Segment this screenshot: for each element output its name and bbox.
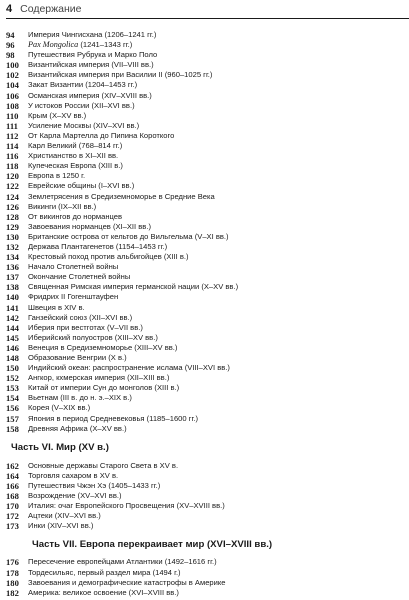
toc-entry[interactable] [6, 252, 404, 262]
toc-entry[interactable] [6, 91, 404, 101]
toc-page-number: 178 [6, 567, 19, 578]
toc-page-number: 176 [6, 557, 19, 568]
toc-entry[interactable] [6, 424, 404, 434]
toc-entry-title: Ацтеки (XIV–XVI вв.) [28, 511, 101, 521]
toc-entry-title: Иберия при вестготах (V–VII вв.) [28, 322, 143, 332]
toc-entry[interactable] [6, 121, 404, 131]
toc-page-number: 134 [6, 252, 19, 263]
toc-page-number: 114 [6, 141, 19, 152]
toc-entry[interactable] [6, 202, 404, 212]
toc-entry-title: Япония в период Средневековья (1185–1600 гг.) [28, 413, 198, 423]
toc-entry-title: Путешествия Чжэн Хэ (1405–1433 гг.) [28, 480, 161, 490]
toc-entry[interactable] [6, 353, 404, 363]
toc-entry[interactable] [6, 292, 404, 302]
toc-entry[interactable] [6, 232, 404, 242]
toc-entry[interactable] [6, 393, 404, 403]
toc-entry-title: Корея (V–XIX вв.) [28, 403, 91, 413]
toc-entry[interactable] [6, 578, 404, 588]
toc-entry-title: Возрождение (XV–XVI вв.) [28, 491, 122, 501]
toc-entry[interactable] [6, 323, 404, 333]
toc-page-number: 158 [6, 423, 19, 434]
part-heading: Часть VII. Европа перекраивает мир (XVI–XVIII вв.) [32, 539, 273, 551]
toc-entry-title: Усиление Москвы (XIV–XVI вв.) [28, 120, 140, 130]
toc-page-number: 141 [6, 302, 19, 313]
toc-entry-title: Образование Венгрии (X в.) [28, 353, 127, 362]
table-of-contents [6, 30, 404, 598]
page-header [6, 0, 82, 18]
toc-page-number: 140 [6, 292, 19, 303]
toc-entry-title: Крым (X–XV вв.) [28, 110, 87, 120]
toc-page-number: 110 [6, 110, 19, 121]
toc-page-number: 112 [6, 130, 19, 141]
toc-page-number: 132 [6, 241, 19, 252]
toc-entry-title: Ангкор, кхмерская империя (XII–XIII вв.) [28, 373, 170, 383]
toc-entry[interactable] [6, 30, 404, 40]
toc-entry-title: Еврейские общины (I–XVI вв.) [28, 181, 135, 191]
toc-entry[interactable] [6, 363, 404, 373]
toc-page-number: 152 [6, 373, 19, 384]
toc-entry[interactable] [6, 171, 404, 181]
toc-entry-title: Британские острова от кельтов до Вильгельма (V–XI вв.) [28, 231, 229, 241]
toc-entry-title: Италия: очаг Европейского Просвещения (XV–XVIII вв.) [28, 501, 225, 511]
toc-page-number: 96 [6, 40, 15, 51]
toc-entry-title: Китай от империи Сун до монголов (XIII в.) [28, 383, 180, 393]
toc-entry[interactable] [6, 471, 404, 481]
toc-entry[interactable] [6, 521, 404, 531]
toc-entry-title: Карл Великий (768–814 гг.) [28, 141, 123, 151]
toc-entry[interactable] [6, 262, 404, 272]
toc-entry-title: Пересечение европейцами Атлантики (1492–1616 гг.) [28, 557, 217, 567]
toc-entry[interactable] [6, 60, 404, 70]
toc-entry-title [28, 40, 132, 50]
toc-entry-title: Индийский океан: распространение ислама (VIII–XVI вв.) [28, 363, 230, 373]
toc-page-number: 170 [6, 501, 19, 512]
toc-entry[interactable] [6, 141, 404, 151]
toc-entry[interactable] [6, 192, 404, 202]
toc-page-number: 145 [6, 332, 19, 343]
toc-page-number: 120 [6, 171, 19, 182]
toc-page-number: 118 [6, 161, 19, 172]
toc-entry[interactable] [6, 557, 404, 567]
toc-page-number: 102 [6, 70, 19, 81]
toc-page-number: 144 [6, 322, 19, 333]
toc-page-number: 100 [6, 60, 19, 71]
toc-page-number: 164 [6, 470, 19, 481]
toc-entry-title: Держава Плантагенетов (1154–1453 гг.) [28, 241, 168, 251]
toc-entry-title: Инки (XIV–XVI вв.) [28, 521, 94, 531]
running-title: Содержание [20, 3, 82, 15]
toc-entry-title: Тордесильяс, первый раздел мира (1494 г.) [28, 567, 181, 577]
toc-page-number: 142 [6, 312, 19, 323]
toc-page-number: 173 [6, 521, 19, 532]
toc-entry[interactable] [6, 272, 404, 282]
toc-entry[interactable] [6, 414, 404, 424]
toc-entry[interactable] [6, 151, 404, 161]
toc-section-part-7 [6, 557, 404, 597]
toc-page-number: 154 [6, 393, 19, 404]
toc-page-number: 182 [6, 587, 19, 598]
toc-entry-title: Фридрих II Гогенштауфен [28, 292, 119, 302]
toc-entry[interactable] [6, 511, 404, 521]
toc-entry-title: Окончание Столетней войны [28, 272, 131, 282]
toc-section-part-6 [6, 461, 404, 532]
toc-entry-title: Христианство в XI–XII вв. [28, 151, 119, 161]
toc-entry[interactable] [6, 373, 404, 383]
toc-entry-title-rest: (1241–1343 гг.) [78, 40, 133, 50]
toc-page-number: 124 [6, 191, 19, 202]
toc-entry[interactable] [6, 343, 404, 353]
toc-entry-title: Византийская империя (VII–VIII вв.) [28, 60, 154, 70]
toc-entry-title: Путешествия Рубрука и Марко Поло [28, 50, 158, 60]
toc-entry[interactable] [6, 303, 404, 313]
toc-entry-title-italic: Pax Mongolica [28, 40, 79, 50]
toc-entry[interactable] [6, 568, 404, 578]
toc-page-number: 126 [6, 201, 19, 212]
toc-page-number: 111 [6, 120, 18, 131]
toc-entry[interactable] [6, 181, 404, 191]
part-heading: Часть VI. Мир (XV в.) [11, 441, 109, 453]
toc-entry-title: Торговля сахаром в XV в. [28, 470, 119, 480]
toc-page-number: 172 [6, 511, 19, 522]
toc-entry[interactable] [6, 111, 404, 121]
header-rule [6, 18, 409, 19]
toc-entry[interactable] [6, 242, 404, 252]
toc-entry[interactable] [6, 131, 404, 141]
toc-entry[interactable] [6, 101, 404, 111]
toc-entry-title: Завоевания и демографические катастрофы в Америке [28, 577, 226, 587]
toc-entry-title: Закат Византии (1204–1453 гг.) [28, 80, 138, 90]
toc-page-number: 166 [6, 480, 19, 491]
page-number: 4 [6, 3, 13, 15]
toc-entry[interactable] [6, 70, 404, 80]
toc-entry-title: Священная Римская империя германской нации (X–XV вв.) [28, 282, 239, 292]
toc-page-number: 136 [6, 262, 19, 273]
toc-page-number: 168 [6, 491, 19, 502]
toc-page-number: 106 [6, 90, 19, 101]
toc-entry-title: Купеческая Европа (XIII в.) [28, 161, 123, 171]
toc-page-number: 98 [6, 50, 15, 61]
toc-entry[interactable] [6, 161, 404, 171]
toc-entry[interactable] [6, 313, 404, 323]
toc-entry-title: Крестовый поход против альбигойцев (XIII в.) [28, 252, 189, 262]
toc-entry[interactable] [6, 212, 404, 222]
toc-page-number: 138 [6, 282, 19, 293]
toc-page-number: 146 [6, 342, 19, 353]
toc-entry-title: Швеция в XIV в. [28, 302, 85, 312]
toc-entry[interactable] [6, 333, 404, 343]
toc-entry[interactable] [6, 80, 404, 90]
toc-entry-title: Основные державы Старого Света в XV в. [28, 460, 179, 470]
toc-entry[interactable] [6, 50, 404, 60]
toc-section-continued [6, 30, 404, 434]
toc-entry[interactable] [6, 461, 404, 471]
toc-page-number: 129 [6, 221, 19, 232]
toc-entry[interactable] [6, 481, 404, 491]
toc-entry[interactable] [6, 40, 404, 50]
toc-page-number: 128 [6, 211, 19, 222]
toc-entry[interactable] [6, 222, 404, 232]
toc-entry-title: Завоевания норманцев (XI–XII вв.) [28, 221, 151, 231]
toc-entry-title: Османская империя (XIV–XVIII вв.) [28, 90, 152, 100]
toc-entry-title: Землетрясения в Средиземноморье в Средние Века [28, 191, 215, 201]
toc-entry-title: Иберийский полуостров (XIII–XV вв.) [28, 332, 158, 342]
toc-entry[interactable] [6, 282, 404, 292]
toc-page-number: 156 [6, 403, 19, 414]
toc-page-number: 150 [6, 363, 19, 374]
toc-entry[interactable] [6, 491, 404, 501]
toc-entry-title: Венеция в Средиземноморье (XIII–XV вв.) [28, 342, 178, 352]
toc-page-number: 180 [6, 577, 19, 588]
toc-entry[interactable] [6, 383, 404, 393]
toc-page-number: 137 [6, 272, 19, 283]
toc-entry-title: Древняя Африка (X–XV вв.) [28, 423, 127, 433]
toc-entry-title: От Карла Мартелла до Пипина Короткого [28, 130, 175, 140]
toc-entry-title: Начало Столетней войны [28, 262, 119, 272]
toc-entry-title: Викинги (IX–XII вв.) [28, 201, 97, 211]
toc-page-number: 108 [6, 100, 19, 111]
toc-page-number: 153 [6, 383, 19, 394]
toc-entry[interactable] [6, 588, 404, 598]
toc-entry-title: Империя Чингисхана (1206–1241 гг.) [28, 30, 157, 39]
toc-page-number: 157 [6, 413, 19, 424]
toc-entry-title: От викингов до норманцев [28, 211, 123, 221]
toc-entry-title: У истоков России (XII–XVI вв.) [28, 100, 135, 110]
toc-page-number: 130 [6, 231, 19, 242]
toc-page-number: 148 [6, 353, 19, 363]
toc-entry-title: Вьетнам (III в. до н. э.–XIX в.) [28, 393, 132, 403]
toc-entry-title: Америка: великое освоение (XVI–XVIII вв.) [28, 587, 179, 597]
toc-entry[interactable] [6, 501, 404, 511]
toc-page-number: 122 [6, 181, 19, 192]
toc-page-number: 94 [6, 30, 15, 40]
toc-page-number: 104 [6, 80, 19, 91]
toc-entry-title: Европа в 1250 г. [28, 171, 86, 181]
toc-page-number: 116 [6, 151, 19, 162]
toc-page-number: 162 [6, 460, 19, 471]
toc-entry-title: Византийская империя при Василии II (960–1025 гг.) [28, 70, 213, 80]
toc-entry[interactable] [6, 403, 404, 413]
toc-entry-title: Ганзейский союз (XII–XVI вв.) [28, 312, 133, 322]
